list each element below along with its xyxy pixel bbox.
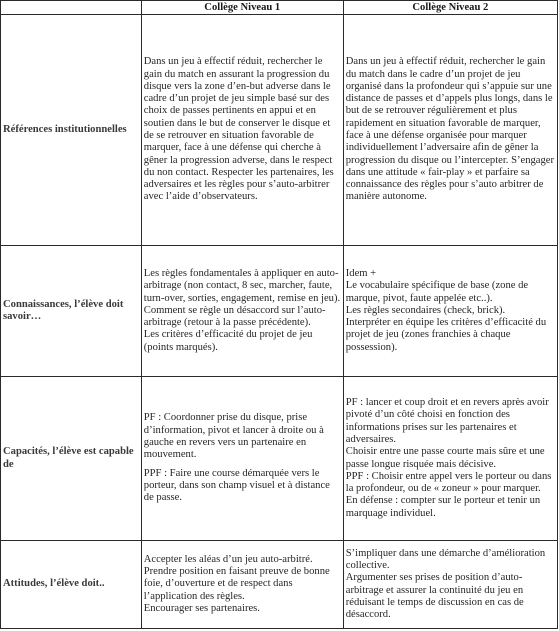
row-label-connaissances: Connaissances, l’élève doit savoir… (1, 246, 142, 377)
header-niveau-2: Collège Niveau 2 (343, 1, 557, 15)
paragraph: En défense : compter sur le porteur et tenir un marquage individuel. (345, 495, 541, 519)
row-attitudes (1, 541, 558, 629)
paragraph: S’impliquer dans une démarche d’amélioration collective. (345, 547, 546, 571)
cell-capacites-niveau-2 (343, 377, 557, 541)
row-label-references: Références institutionnelles (1, 15, 142, 246)
paragraph: Dans un jeu à effectif réduit, rechercher le gain du match en assurant la progression du disque vers la zone d’en-but adverse dans le cadre d’un projet de jeu simple basé sur des choix de passes pertinents en appui et en soutien dans le but de conserver le disque et de se retrouver en situation favorable de marquer, face à une défense qui cherche à gêner la progression adverse, dans le respect du non contact. Respecter les partenaires, les adversaires et les règles pour s’auto-arbitrer avec l’aide d’observateurs. (143, 56, 334, 203)
cell-attitudes-niveau-2 (343, 541, 557, 629)
paragraph: Interpréter en équipe les critères d’efficacité du projet de jeu (zones franchies à chaque possession). (345, 317, 547, 353)
cell-attitudes-niveau-1 (141, 541, 343, 629)
paragraph: Encourager ses partenaires. (143, 602, 260, 614)
cell-connaissances-niveau-1 (141, 246, 343, 377)
cell-connaissances-niveau-2 (343, 246, 557, 377)
paragraph: Idem + (345, 267, 377, 279)
cell-capacites-niveau-1 (141, 377, 343, 541)
cell-references-niveau-2 (343, 15, 557, 246)
paragraph: Comment se règle un désaccord sur l’auto-arbitrage (retour à la passe précédente). (143, 304, 326, 329)
paragraph: Les règles secondaires (check, brick). (345, 304, 506, 316)
paragraph: Accepter les aléas d’un jeu auto-arbitré. Prendre position en faisant preuve de bonne foie, d’ouverture et de respect dans l’application des règles. (143, 553, 330, 602)
paragraph: PPF : Faire une course démarquée vers le porteur, dans son champ visuel et à distance de passe. (143, 467, 330, 504)
row-label-attitudes: Attitudes, l’élève doit.. (1, 541, 142, 629)
paragraph: Les critères d’efficacité du projet de jeu (points marqués). (143, 329, 313, 353)
paragraph: Les règles fondamentales à appliquer en auto-arbitrage (non contact, 8 sec, marcher, faute, turn-over, sorties, engagement, remise en jeu). (143, 267, 341, 304)
header-row (1, 1, 558, 15)
row-capacites (1, 377, 558, 541)
cell-references-niveau-1 (141, 15, 343, 246)
paragraph: PPF : Choisir entre appel vers le porteur ou dans la profondeur, ou de « zoneur » pour marquer. (345, 470, 552, 495)
paragraph: Argumenter ses prises de position d’auto-arbitrage et assurer la continuité du jeu en réduisant le temps de discussion en cas de désaccord. (345, 572, 524, 621)
row-label-capacites: Capacités, l’élève est capable de (1, 377, 142, 541)
paragraph: PF : lancer et coup droit et en revers après avoir pivoté d’un côté choisi en fonction des informations prises sur les partenaires et adversaires. (345, 397, 549, 445)
header-niveau-1: Collège Niveau 1 (141, 1, 343, 15)
header-empty-cell (1, 1, 142, 15)
paragraph: Le vocabulaire spécifique de base (zone de marque, pivot, faute appelée etc..). (345, 280, 529, 304)
paragraph: Dans un jeu à effectif réduit, rechercher le gain du match dans le cadre d’un projet de jeu organisé dans la profondeur qui s’appuie sur une distance de passes et d’appels plus longs, dans le but de se retrouver régulièrement et plus rapidement en situation favorable de marquer, face à une défense organisée pour marquer individuellement l’adversaire afin de gêner la progression du disque ou l’intercepter. S’engager dans une attitude « fair-play » et parfaire sa connaissance des règles pour s’auto arbitrer de manière autonome. (345, 56, 555, 203)
row-connaissances (1, 246, 558, 377)
paragraph: PF : Coordonner prise du disque, prise d’information, pivot et lancer à droite ou à gauche en revers vers un partenaire en mouvement. (143, 412, 324, 461)
paragraph: Choisir entre une passe courte mais sûre et une passe longue risquée mais décisive. (345, 446, 545, 470)
row-references (1, 15, 558, 246)
